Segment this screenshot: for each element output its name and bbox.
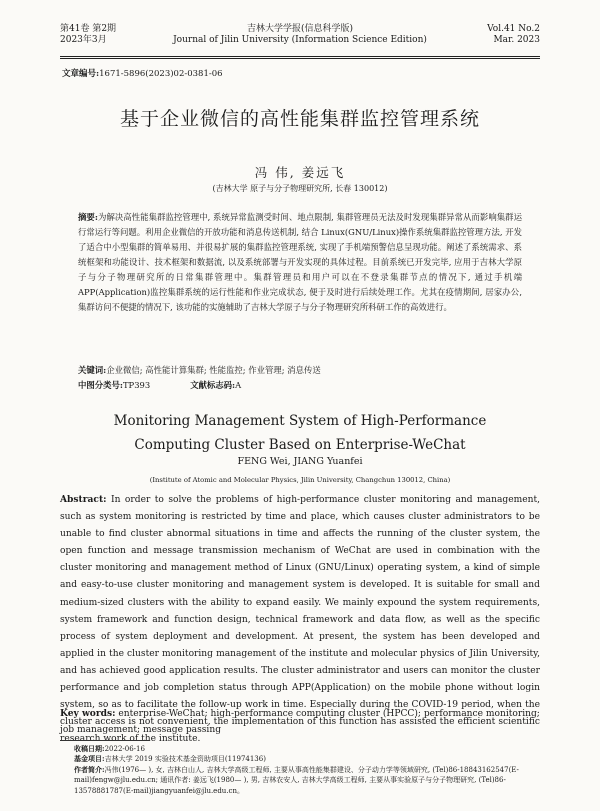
chinese-abstract-text: 为解决高性能集群监控管理中, 系统异常监测受时间、地点限制, 集群管理员无法及时发现集群异常从而影响集群运行常运行等问题。利用企业微信的开放功能和消息传送机制, 结合 Linux(GNU/Linux)操作系统集群监控管理方法, 开发了适合中小型集群的简单易用、并很易扩展的集群监控管理系统, 实现了手机端预警信息呈现功能。阐述了系统需求、系统框架和功能设计、技术框架和数据流, 以及系统部署与开发实现的具体过程。目前系统已开发完毕, 应用于吉林大学原子与分子物理研究所的日常集群管理中。集群管理员和用户可以在不登录集群节点的情况下, 通过手机端 APP(Application)监控集群系统的运行性能和作业完成状态, 便于及时进行后续处理工作。尤其在疫情期间, 居家办公, 集群访问不便捷的情况下, 该功能的实施辅助了吉林大学原子与分子物理研究所科研工作的高效进行。 bbox=[78, 212, 522, 312]
header-date-cn: 2023年3月 bbox=[60, 35, 107, 45]
header-journal bbox=[60, 24, 540, 46]
chinese-keywords bbox=[78, 363, 522, 377]
footnote bbox=[74, 744, 540, 796]
footnote-fund bbox=[74, 754, 540, 764]
article-number bbox=[62, 67, 223, 79]
header-rule-bottom bbox=[60, 58, 540, 59]
english-authors: FENG Wei, JIANG Yuanfei bbox=[237, 456, 363, 467]
running-header bbox=[60, 24, 540, 54]
english-title bbox=[0, 409, 600, 457]
author-bio-text: 冯伟(1976— ), 女, 吉林白山人, 吉林大学高级工程师, 主要从事高性能集群建设、分子动力学等领域研究, (Tel)86-18843162547(E-mail)fengw@jlu.edu.cn; 通讯作者: 姜远飞(1980— ), 男, 吉林农安人, 吉林大学高级工程师, 主要从 bbox=[74, 765, 519, 785]
header-rule-top bbox=[60, 56, 540, 57]
chinese-affiliation: (吉林大学 原子与分子物理研究所, 长春 130012) bbox=[212, 184, 388, 193]
header-volume-en bbox=[487, 24, 540, 46]
clc-value: TP393 bbox=[122, 380, 151, 390]
chinese-abstract-label: 摘要: bbox=[78, 212, 98, 222]
chinese-abstract bbox=[78, 210, 522, 315]
fund-label: 基金项目: bbox=[74, 754, 105, 764]
header-journal-cn: 吉林大学学报(信息科学版) bbox=[246, 24, 354, 34]
chinese-title: 基于企业微信的高性能集群监控管理系统 bbox=[119, 108, 480, 130]
fund-text: 吉林大学 2019 实验技术基金资助项目(11974136) bbox=[104, 755, 266, 764]
english-keywords bbox=[60, 706, 540, 738]
header-date-en: Mar. 2023 bbox=[493, 35, 540, 45]
classification-line bbox=[78, 378, 522, 392]
english-title-line2: Computing Cluster Based on Enterprise-WeChat bbox=[134, 437, 466, 453]
clc-label: 中图分类号: bbox=[78, 380, 123, 390]
english-keywords-text: enterprise-WeChat; high-performance computing cluster (HPCC); performance monitoring; job management; message passing bbox=[60, 709, 540, 735]
footnote-received bbox=[74, 744, 540, 754]
received-label: 收稿日期: bbox=[74, 744, 105, 753]
article-number-label: 文章编号: bbox=[62, 69, 100, 79]
header-vol-no: Vol.41 No.2 bbox=[487, 24, 540, 34]
header-journal-en: Journal of Jilin University (Information Science Edition) bbox=[173, 35, 427, 45]
received-date: 2022-06-16 bbox=[104, 745, 145, 753]
header-volume-issue: 第41卷 第2期 bbox=[60, 24, 117, 34]
english-affiliation: (Institute of Atomic and Molecular Physics, Jilin University, Changchun 130012, China) bbox=[149, 476, 451, 484]
author-bio-label: 作者简介: bbox=[74, 764, 105, 774]
author-bio-text-cont: 事实验原子与分子物理研究, (Tel)86-13578881787(E-mail)jiangyuanfei@jlu.edu.cn。 bbox=[74, 776, 506, 795]
footnote-rule bbox=[60, 740, 150, 741]
english-abstract-text: In order to solve the problems of high-performance cluster monitoring and management, such as system monitoring is restricted by time and place, which causes cluster administrators to be unable to find cluster abnormal situations in time and affects the running of the cluster system, the open function and message transmission mechanism of WeChat are used in combination with the cluster monitoring and management method of Linux (GNU/Linux) operating system, a kind of simple and easy-to-use cluster monitoring and management system is developed. It is suitable for small and medium-sized clusters with the ability to expand easily. We mainly expound the system requirements, system framework and function design, technical framework and data flow, as well as the specific process of system deployment and development. At present, the system has been developed and applied in the cluster monitoring management of the institute and molecular physics of Jilin University, and has achieved good application results. The cluster administrator and users can monitor the cluster performance and job completion status through APP(Application) on the mobile phone without login system, so as to facilitate the follow-up work in time. Especially during the COVID-19 period, when the cluster access is not convenient, the implementation of this function has assisted the efficient scientific research work of the institute. bbox=[60, 495, 540, 745]
article-number-value: 1671-5896(2023)02-0381-06 bbox=[99, 69, 223, 79]
english-abstract-label: Abstract: bbox=[60, 494, 107, 505]
chinese-keywords-label: 关键词: bbox=[78, 365, 107, 375]
doc-code-label: 文献标志码: bbox=[190, 380, 236, 390]
footnote-author bbox=[74, 765, 540, 796]
chinese-keywords-text: 企业微信; 高性能计算集群; 性能监控; 作业管理; 消息传送 bbox=[106, 365, 321, 375]
english-title-line1: Monitoring Management System of High-Performance bbox=[113, 413, 487, 429]
chinese-authors: 冯 伟, 姜远飞 bbox=[254, 165, 346, 180]
doc-code-value: A bbox=[235, 380, 242, 390]
english-keywords-label: Key words: bbox=[60, 708, 116, 719]
